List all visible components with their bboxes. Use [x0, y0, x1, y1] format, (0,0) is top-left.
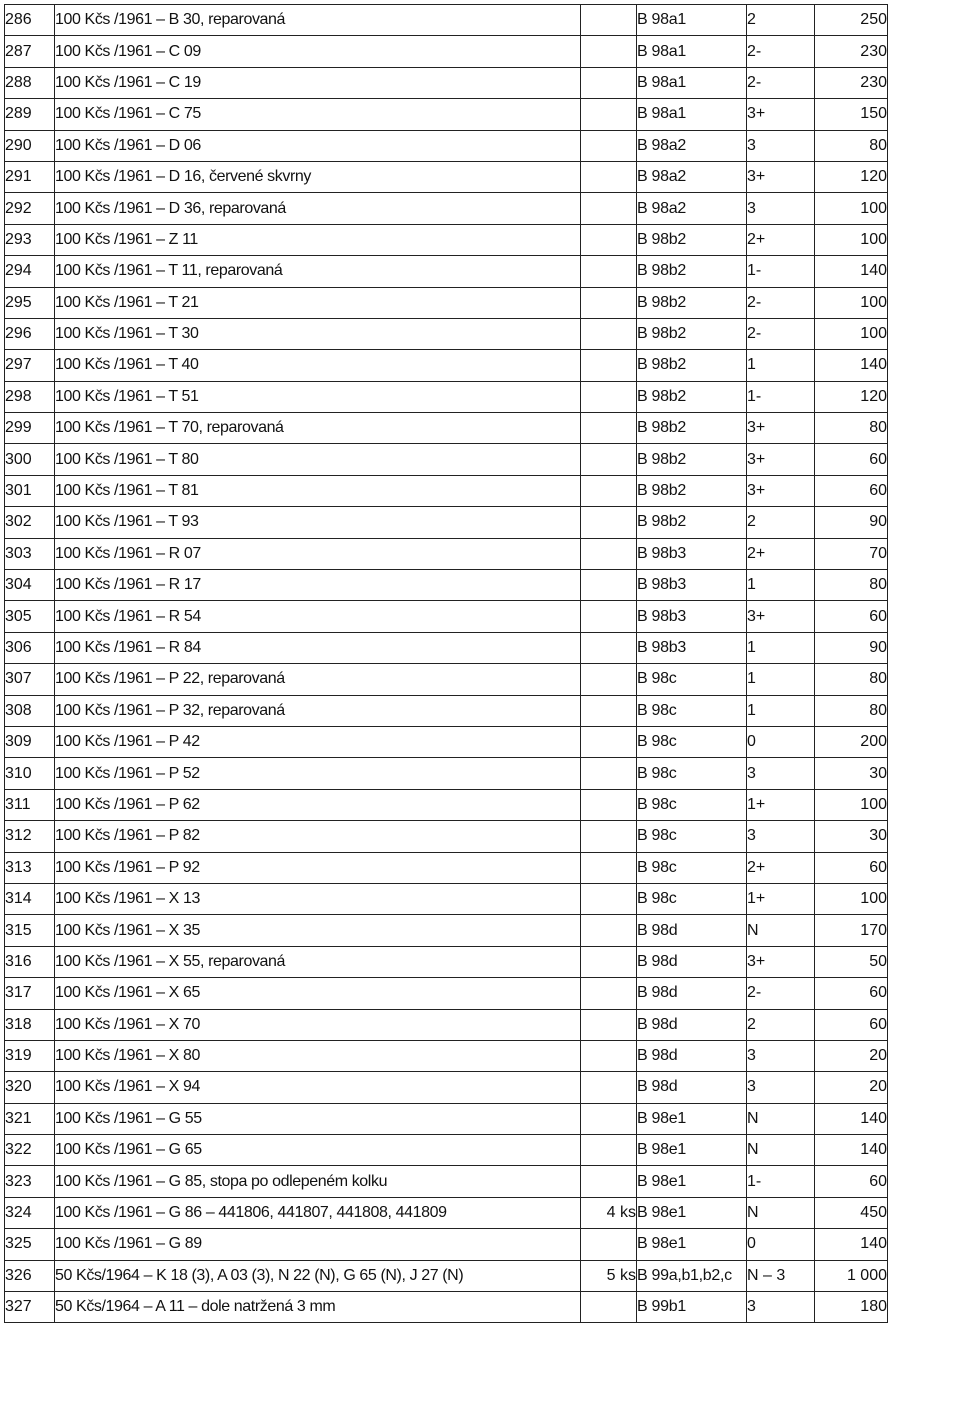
price-cell: 20: [815, 1072, 888, 1103]
description-cell: 100 Kčs /1961 – C 75: [55, 99, 581, 130]
table-row: [5, 632, 888, 663]
price-cell: 80: [815, 570, 888, 601]
catalog-number-cell: B 98b2: [637, 318, 747, 349]
description-cell: 100 Kčs /1961 – P 92: [55, 852, 581, 883]
catalog-number-cell: B 98d: [637, 1040, 747, 1071]
catalog-number-cell: B 98b2: [637, 444, 747, 475]
quantity-cell: [581, 475, 637, 506]
description-cell: 100 Kčs /1961 – P 62: [55, 789, 581, 820]
description-cell: 100 Kčs /1961 – T 51: [55, 381, 581, 412]
lot-number-cell: 305: [5, 601, 55, 632]
quantity-cell: [581, 99, 637, 130]
price-cell: 70: [815, 538, 888, 569]
description-cell: 100 Kčs /1961 – P 82: [55, 821, 581, 852]
grade-cell: 0: [747, 726, 815, 757]
grade-cell: 2-: [747, 287, 815, 318]
grade-cell: 1: [747, 570, 815, 601]
table-row: [5, 789, 888, 820]
description-cell: 100 Kčs /1961 – T 40: [55, 350, 581, 381]
quantity-cell: [581, 1040, 637, 1071]
price-cell: 100: [815, 193, 888, 224]
lot-number-cell: 319: [5, 1040, 55, 1071]
price-cell: 100: [815, 789, 888, 820]
lot-number-cell: 323: [5, 1166, 55, 1197]
table-row: [5, 538, 888, 569]
table-row: [5, 224, 888, 255]
description-cell: 100 Kčs /1961 – R 84: [55, 632, 581, 663]
table-row: [5, 758, 888, 789]
lot-number-cell: 318: [5, 1009, 55, 1040]
price-cell: 140: [815, 1103, 888, 1134]
catalog-number-cell: B 98c: [637, 883, 747, 914]
catalog-number-cell: B 98d: [637, 978, 747, 1009]
quantity-cell: [581, 1229, 637, 1260]
lot-number-cell: 306: [5, 632, 55, 663]
description-cell: 100 Kčs /1961 – P 22, reparovaná: [55, 664, 581, 695]
price-cell: 170: [815, 915, 888, 946]
price-cell: 60: [815, 978, 888, 1009]
price-cell: 450: [815, 1197, 888, 1228]
table-row: [5, 883, 888, 914]
grade-cell: 3+: [747, 413, 815, 444]
grade-cell: 1-: [747, 381, 815, 412]
lot-number-cell: 316: [5, 946, 55, 977]
table-row: [5, 413, 888, 444]
quantity-cell: [581, 193, 637, 224]
quantity-cell: [581, 507, 637, 538]
lot-number-cell: 317: [5, 978, 55, 1009]
price-cell: 150: [815, 99, 888, 130]
grade-cell: 2-: [747, 978, 815, 1009]
table-row: [5, 1166, 888, 1197]
table-row: [5, 475, 888, 506]
quantity-cell: [581, 381, 637, 412]
catalog-number-cell: B 98a2: [637, 161, 747, 192]
table-row: [5, 350, 888, 381]
description-cell: 100 Kčs /1961 – T 21: [55, 287, 581, 318]
price-cell: 250: [815, 5, 888, 36]
lot-number-cell: 297: [5, 350, 55, 381]
grade-cell: N: [747, 1103, 815, 1134]
table-row: [5, 1260, 888, 1291]
grade-cell: N: [747, 915, 815, 946]
quantity-cell: [581, 5, 637, 36]
catalog-number-cell: B 98c: [637, 821, 747, 852]
catalog-number-cell: B 98c: [637, 789, 747, 820]
lot-number-cell: 324: [5, 1197, 55, 1228]
lot-number-cell: 298: [5, 381, 55, 412]
grade-cell: 1: [747, 632, 815, 663]
grade-cell: 3+: [747, 475, 815, 506]
table-row: [5, 915, 888, 946]
price-cell: 200: [815, 726, 888, 757]
quantity-cell: [581, 758, 637, 789]
description-cell: 100 Kčs /1961 – T 81: [55, 475, 581, 506]
price-cell: 140: [815, 350, 888, 381]
price-cell: 140: [815, 1135, 888, 1166]
table-row: [5, 978, 888, 1009]
grade-cell: 3: [747, 193, 815, 224]
grade-cell: 2-: [747, 318, 815, 349]
catalog-number-cell: B 98e1: [637, 1103, 747, 1134]
quantity-cell: [581, 413, 637, 444]
description-cell: 100 Kčs /1961 – B 30, reparovaná: [55, 5, 581, 36]
description-cell: 100 Kčs /1961 – C 09: [55, 36, 581, 67]
price-cell: 100: [815, 224, 888, 255]
price-cell: 100: [815, 318, 888, 349]
quantity-cell: [581, 695, 637, 726]
quantity-cell: [581, 350, 637, 381]
quantity-cell: [581, 946, 637, 977]
quantity-cell: [581, 726, 637, 757]
lot-number-cell: 300: [5, 444, 55, 475]
description-cell: 100 Kčs /1961 – T 11, reparovaná: [55, 256, 581, 287]
price-cell: 140: [815, 256, 888, 287]
description-cell: 100 Kčs /1961 – G 89: [55, 1229, 581, 1260]
lot-number-cell: 313: [5, 852, 55, 883]
table-row: [5, 1197, 888, 1228]
grade-cell: 2: [747, 507, 815, 538]
catalog-number-cell: B 98b3: [637, 632, 747, 663]
quantity-cell: 4 ks: [581, 1197, 637, 1228]
grade-cell: 0: [747, 1229, 815, 1260]
lot-number-cell: 307: [5, 664, 55, 695]
lot-number-cell: 296: [5, 318, 55, 349]
description-cell: 100 Kčs /1961 – G 65: [55, 1135, 581, 1166]
catalog-number-cell: B 98c: [637, 758, 747, 789]
table-row: [5, 601, 888, 632]
grade-cell: 2+: [747, 852, 815, 883]
description-cell: 100 Kčs /1961 – X 55, reparovaná: [55, 946, 581, 977]
quantity-cell: [581, 664, 637, 695]
catalog-number-cell: B 98d: [637, 1009, 747, 1040]
quantity-cell: [581, 130, 637, 161]
description-cell: 100 Kčs /1961 – G 55: [55, 1103, 581, 1134]
table-row: [5, 444, 888, 475]
table-row: [5, 1103, 888, 1134]
grade-cell: 1: [747, 350, 815, 381]
quantity-cell: 5 ks: [581, 1260, 637, 1291]
quantity-cell: [581, 978, 637, 1009]
table-row: [5, 256, 888, 287]
description-cell: 100 Kčs /1961 – R 07: [55, 538, 581, 569]
quantity-cell: [581, 570, 637, 601]
quantity-cell: [581, 1103, 637, 1134]
grade-cell: 2: [747, 5, 815, 36]
table-row: [5, 1040, 888, 1071]
lot-number-cell: 320: [5, 1072, 55, 1103]
quantity-cell: [581, 1135, 637, 1166]
price-cell: 230: [815, 36, 888, 67]
lot-number-cell: 292: [5, 193, 55, 224]
lot-number-cell: 299: [5, 413, 55, 444]
table-row: [5, 1229, 888, 1260]
price-cell: 120: [815, 161, 888, 192]
price-cell: 1 000: [815, 1260, 888, 1291]
catalog-number-cell: B 98b3: [637, 570, 747, 601]
grade-cell: 3+: [747, 601, 815, 632]
lot-number-cell: 321: [5, 1103, 55, 1134]
lot-number-cell: 311: [5, 789, 55, 820]
price-cell: 100: [815, 883, 888, 914]
table-row: [5, 318, 888, 349]
catalog-number-cell: B 98e1: [637, 1229, 747, 1260]
grade-cell: 3: [747, 1292, 815, 1323]
lot-number-cell: 293: [5, 224, 55, 255]
table-row: [5, 664, 888, 695]
price-cell: 60: [815, 1009, 888, 1040]
grade-cell: 3+: [747, 161, 815, 192]
quantity-cell: [581, 161, 637, 192]
description-cell: 50 Kčs/1964 – K 18 (3), A 03 (3), N 22 (N), G 65 (N), J 27 (N): [55, 1260, 581, 1291]
grade-cell: 1-: [747, 1166, 815, 1197]
grade-cell: 1: [747, 664, 815, 695]
description-cell: 100 Kčs /1961 – T 93: [55, 507, 581, 538]
description-cell: 100 Kčs /1961 – P 42: [55, 726, 581, 757]
table-row: [5, 695, 888, 726]
table-row: [5, 193, 888, 224]
description-cell: 100 Kčs /1961 – X 94: [55, 1072, 581, 1103]
price-cell: 120: [815, 381, 888, 412]
grade-cell: 2: [747, 1009, 815, 1040]
lot-number-cell: 294: [5, 256, 55, 287]
catalog-number-cell: B 98d: [637, 915, 747, 946]
table-row: [5, 1009, 888, 1040]
table-row: [5, 5, 888, 36]
table-row: [5, 381, 888, 412]
catalog-number-cell: B 98c: [637, 852, 747, 883]
catalog-number-cell: B 98b2: [637, 256, 747, 287]
price-cell: 50: [815, 946, 888, 977]
table-row: [5, 852, 888, 883]
catalog-number-cell: B 98b2: [637, 381, 747, 412]
lot-number-cell: 304: [5, 570, 55, 601]
quantity-cell: [581, 632, 637, 663]
quantity-cell: [581, 601, 637, 632]
catalog-number-cell: B 99b1: [637, 1292, 747, 1323]
lot-number-cell: 286: [5, 5, 55, 36]
price-cell: 140: [815, 1229, 888, 1260]
price-cell: 80: [815, 695, 888, 726]
grade-cell: 3: [747, 130, 815, 161]
catalog-number-cell: B 98c: [637, 695, 747, 726]
description-cell: 100 Kčs /1961 – G 86 – 441806, 441807, 441808, 441809: [55, 1197, 581, 1228]
quantity-cell: [581, 789, 637, 820]
table-row: [5, 287, 888, 318]
lot-number-cell: 314: [5, 883, 55, 914]
quantity-cell: [581, 318, 637, 349]
lot-number-cell: 327: [5, 1292, 55, 1323]
lot-number-cell: 291: [5, 161, 55, 192]
lot-number-cell: 295: [5, 287, 55, 318]
catalog-number-cell: B 98a2: [637, 130, 747, 161]
description-cell: 100 Kčs /1961 – P 52: [55, 758, 581, 789]
lot-number-cell: 303: [5, 538, 55, 569]
grade-cell: 1+: [747, 789, 815, 820]
description-cell: 100 Kčs /1961 – X 13: [55, 883, 581, 914]
quantity-cell: [581, 444, 637, 475]
lot-number-cell: 290: [5, 130, 55, 161]
catalog-number-cell: B 98b2: [637, 413, 747, 444]
table-row: [5, 726, 888, 757]
lot-number-cell: 322: [5, 1135, 55, 1166]
quantity-cell: [581, 915, 637, 946]
price-cell: 100: [815, 287, 888, 318]
catalog-number-cell: B 98a1: [637, 5, 747, 36]
grade-cell: 3: [747, 1072, 815, 1103]
grade-cell: 3: [747, 1040, 815, 1071]
price-cell: 60: [815, 444, 888, 475]
quantity-cell: [581, 538, 637, 569]
price-cell: 60: [815, 1166, 888, 1197]
lot-number-cell: 309: [5, 726, 55, 757]
price-cell: 230: [815, 67, 888, 98]
grade-cell: 2-: [747, 67, 815, 98]
catalog-number-cell: B 98e1: [637, 1166, 747, 1197]
quantity-cell: [581, 287, 637, 318]
catalog-table-body: [5, 5, 888, 1323]
grade-cell: 1-: [747, 256, 815, 287]
catalog-number-cell: B 98a1: [637, 99, 747, 130]
grade-cell: 3+: [747, 946, 815, 977]
description-cell: 100 Kčs /1961 – Z 11: [55, 224, 581, 255]
price-cell: 60: [815, 601, 888, 632]
quantity-cell: [581, 852, 637, 883]
catalog-number-cell: B 98a2: [637, 193, 747, 224]
quantity-cell: [581, 256, 637, 287]
price-cell: 180: [815, 1292, 888, 1323]
quantity-cell: [581, 1072, 637, 1103]
description-cell: 100 Kčs /1961 – T 80: [55, 444, 581, 475]
quantity-cell: [581, 1009, 637, 1040]
catalog-number-cell: B 98e1: [637, 1135, 747, 1166]
catalog-number-cell: B 98d: [637, 1072, 747, 1103]
quantity-cell: [581, 1292, 637, 1323]
grade-cell: N: [747, 1197, 815, 1228]
quantity-cell: [581, 1166, 637, 1197]
grade-cell: N: [747, 1135, 815, 1166]
catalog-number-cell: B 98b2: [637, 287, 747, 318]
catalog-number-cell: B 98b2: [637, 224, 747, 255]
description-cell: 100 Kčs /1961 – P 32, reparovaná: [55, 695, 581, 726]
table-row: [5, 507, 888, 538]
catalog-number-cell: B 98b3: [637, 538, 747, 569]
lot-number-cell: 289: [5, 99, 55, 130]
lot-number-cell: 310: [5, 758, 55, 789]
table-row: [5, 1292, 888, 1323]
price-cell: 30: [815, 758, 888, 789]
description-cell: 50 Kčs/1964 – A 11 – dole natržená 3 mm: [55, 1292, 581, 1323]
catalog-number-cell: B 98b2: [637, 475, 747, 506]
table-row: [5, 67, 888, 98]
description-cell: 100 Kčs /1961 – D 36, reparovaná: [55, 193, 581, 224]
table-row: [5, 99, 888, 130]
grade-cell: 2-: [747, 36, 815, 67]
lot-number-cell: 312: [5, 821, 55, 852]
catalog-number-cell: B 98c: [637, 664, 747, 695]
quantity-cell: [581, 36, 637, 67]
price-cell: 80: [815, 413, 888, 444]
description-cell: 100 Kčs /1961 – X 80: [55, 1040, 581, 1071]
lot-number-cell: 326: [5, 1260, 55, 1291]
table-row: [5, 36, 888, 67]
description-cell: 100 Kčs /1961 – G 85, stopa po odlepeném kolku: [55, 1166, 581, 1197]
price-cell: 90: [815, 632, 888, 663]
price-cell: 20: [815, 1040, 888, 1071]
catalog-table: [4, 4, 888, 1323]
description-cell: 100 Kčs /1961 – R 54: [55, 601, 581, 632]
catalog-number-cell: B 98b3: [637, 601, 747, 632]
description-cell: 100 Kčs /1961 – R 17: [55, 570, 581, 601]
description-cell: 100 Kčs /1961 – D 06: [55, 130, 581, 161]
description-cell: 100 Kčs /1961 – X 70: [55, 1009, 581, 1040]
catalog-number-cell: B 98a1: [637, 36, 747, 67]
grade-cell: 1: [747, 695, 815, 726]
description-cell: 100 Kčs /1961 – T 30: [55, 318, 581, 349]
table-row: [5, 161, 888, 192]
grade-cell: 2+: [747, 224, 815, 255]
table-row: [5, 130, 888, 161]
catalog-number-cell: B 98a1: [637, 67, 747, 98]
grade-cell: 3: [747, 758, 815, 789]
lot-number-cell: 325: [5, 1229, 55, 1260]
grade-cell: 2+: [747, 538, 815, 569]
catalog-number-cell: B 98b2: [637, 507, 747, 538]
table-row: [5, 1072, 888, 1103]
table-row: [5, 821, 888, 852]
catalog-number-cell: B 98b2: [637, 350, 747, 381]
quantity-cell: [581, 67, 637, 98]
grade-cell: 3+: [747, 444, 815, 475]
price-cell: 80: [815, 664, 888, 695]
quantity-cell: [581, 883, 637, 914]
table-row: [5, 946, 888, 977]
lot-number-cell: 308: [5, 695, 55, 726]
description-cell: 100 Kčs /1961 – C 19: [55, 67, 581, 98]
grade-cell: 3+: [747, 99, 815, 130]
description-cell: 100 Kčs /1961 – X 65: [55, 978, 581, 1009]
quantity-cell: [581, 821, 637, 852]
catalog-number-cell: B 98d: [637, 946, 747, 977]
catalog-number-cell: B 99a,b1,b2,c: [637, 1260, 747, 1291]
table-row: [5, 570, 888, 601]
grade-cell: 1+: [747, 883, 815, 914]
description-cell: 100 Kčs /1961 – D 16, červené skvrny: [55, 161, 581, 192]
grade-cell: 3: [747, 821, 815, 852]
table-row: [5, 1135, 888, 1166]
lot-number-cell: 288: [5, 67, 55, 98]
price-cell: 80: [815, 130, 888, 161]
lot-number-cell: 315: [5, 915, 55, 946]
price-cell: 60: [815, 475, 888, 506]
lot-number-cell: 287: [5, 36, 55, 67]
catalog-number-cell: B 98e1: [637, 1197, 747, 1228]
quantity-cell: [581, 224, 637, 255]
price-cell: 60: [815, 852, 888, 883]
description-cell: 100 Kčs /1961 – T 70, reparovaná: [55, 413, 581, 444]
price-cell: 90: [815, 507, 888, 538]
catalog-number-cell: B 98c: [637, 726, 747, 757]
lot-number-cell: 302: [5, 507, 55, 538]
price-cell: 30: [815, 821, 888, 852]
grade-cell: N – 3: [747, 1260, 815, 1291]
lot-number-cell: 301: [5, 475, 55, 506]
description-cell: 100 Kčs /1961 – X 35: [55, 915, 581, 946]
